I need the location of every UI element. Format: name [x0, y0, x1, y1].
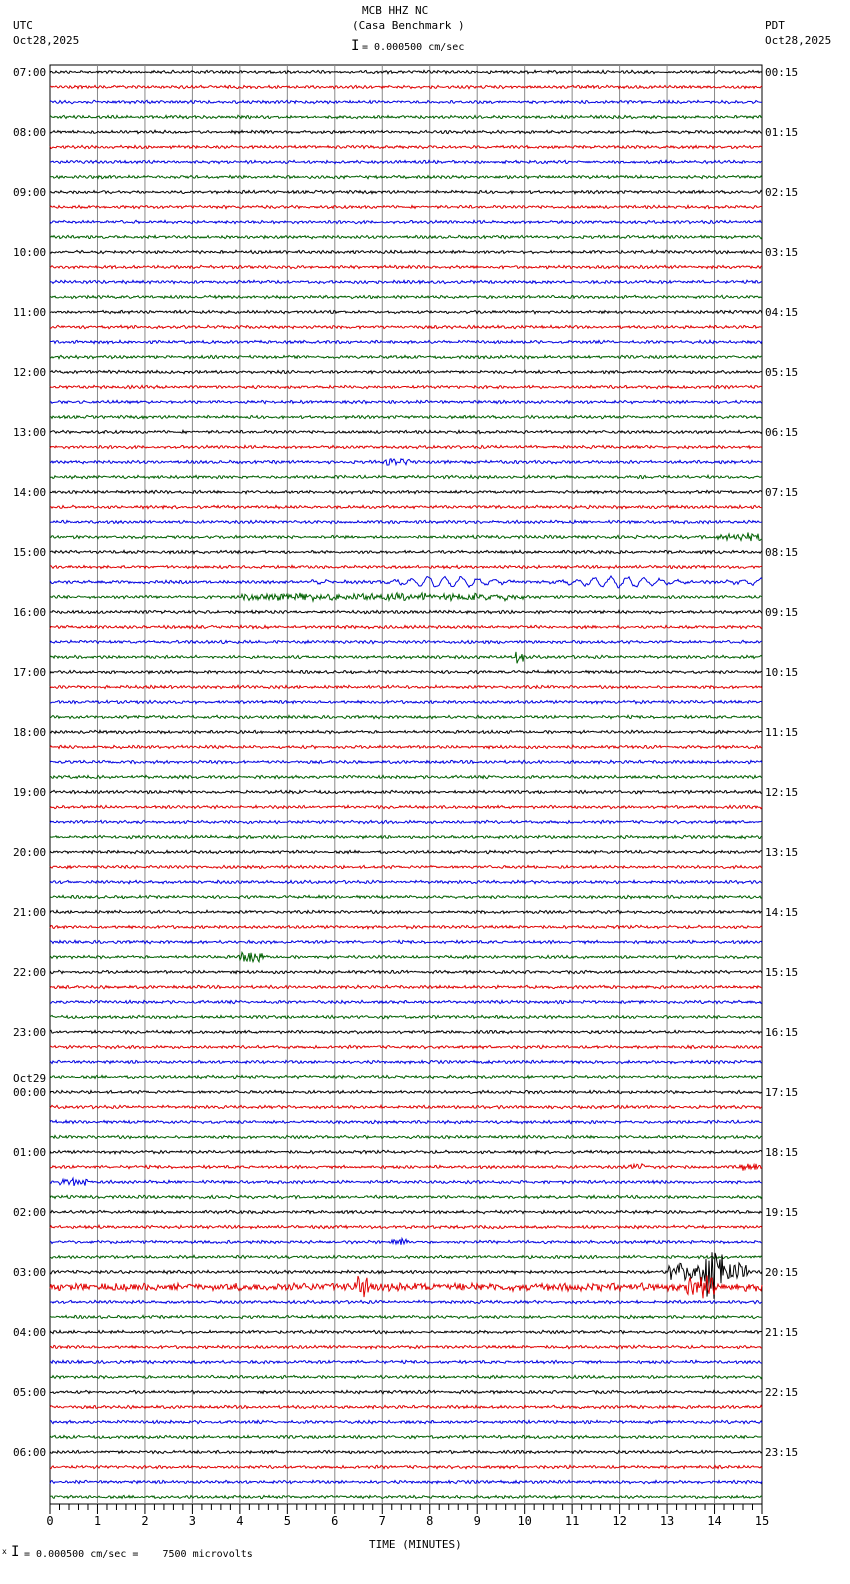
x-tick-label: 13	[659, 1514, 675, 1528]
trace-38	[50, 640, 762, 643]
right-date: Oct28,2025	[765, 34, 832, 47]
footer-scale-label: = 0.000500 cm/sec = 7500 microvolts	[24, 1549, 253, 1560]
trace-66	[50, 1060, 762, 1063]
right-hour-label: 13:15	[765, 846, 799, 859]
left-hour-label: 10:00	[13, 246, 47, 259]
trace-17	[50, 325, 762, 328]
x-tick-label: 8	[426, 1514, 434, 1528]
trace-46	[50, 760, 762, 763]
trace-10	[50, 220, 762, 223]
right-hour-label: 05:15	[765, 366, 799, 379]
trace-65	[50, 1045, 762, 1048]
right-hour-label: 21:15	[765, 1326, 799, 1339]
trace-50	[50, 820, 762, 823]
scale-bar-icon: I	[351, 38, 360, 54]
trace-93	[50, 1465, 762, 1468]
right-hour-label: 19:15	[765, 1206, 799, 1219]
trace-44	[50, 730, 762, 733]
trace-51	[50, 835, 762, 838]
trace-63	[50, 1015, 762, 1018]
trace-15	[50, 295, 762, 298]
trace-82	[50, 1300, 762, 1303]
trace-14	[50, 280, 762, 283]
right-hour-label: 09:15	[765, 606, 799, 619]
left-hour-label: 18:00	[13, 726, 47, 739]
right-hour-label: 02:15	[765, 186, 799, 199]
right-hour-label: 22:15	[765, 1386, 799, 1399]
trace-36	[50, 610, 762, 613]
scale-label: = 0.000500 cm/sec	[362, 42, 465, 53]
trace-24	[50, 430, 762, 433]
right-hour-label: 08:15	[765, 546, 799, 559]
trace-13	[50, 265, 762, 268]
trace-34	[50, 576, 762, 588]
trace-27	[50, 475, 762, 478]
trace-41	[50, 685, 762, 688]
trace-89	[50, 1405, 762, 1408]
trace-48	[50, 790, 762, 793]
trace-2	[50, 100, 762, 103]
trace-18	[50, 340, 762, 343]
trace-77	[50, 1225, 762, 1228]
left-hour-label: 07:00	[13, 66, 47, 79]
trace-29	[50, 505, 762, 508]
right-timezone: PDT	[765, 19, 785, 32]
left-hour-label: 23:00	[13, 1026, 47, 1039]
x-tick-label: 2	[141, 1514, 149, 1528]
x-tick-label: 0	[46, 1514, 54, 1528]
trace-25	[50, 445, 762, 448]
trace-78	[50, 1239, 762, 1245]
trace-68	[50, 1090, 762, 1093]
right-hour-label: 04:15	[765, 306, 799, 319]
trace-4	[50, 130, 762, 133]
left-hour-label: 08:00	[13, 126, 47, 139]
left-hour-label: 06:00	[13, 1446, 47, 1459]
x-axis-label: TIME (MINUTES)	[369, 1538, 462, 1551]
trace-95	[50, 1495, 762, 1498]
trace-73	[50, 1164, 762, 1171]
trace-54	[50, 880, 762, 883]
x-tick-label: 7	[378, 1514, 386, 1528]
left-hour-label: 09:00	[13, 186, 47, 199]
left-hour-label: 00:00	[13, 1086, 47, 1099]
left-hour-label: 13:00	[13, 426, 47, 439]
trace-37	[50, 625, 762, 628]
trace-94	[50, 1480, 762, 1483]
left-hour-label: 01:00	[13, 1146, 47, 1159]
left-hour-label: 22:00	[13, 966, 47, 979]
trace-80	[50, 1252, 762, 1299]
trace-61	[50, 985, 762, 988]
right-hour-label: 18:15	[765, 1146, 799, 1159]
x-tick-label: 3	[188, 1514, 197, 1528]
left-hour-label: 15:00	[13, 546, 47, 559]
right-hour-label: 07:15	[765, 486, 799, 499]
trace-40	[50, 670, 762, 673]
trace-3	[50, 115, 762, 118]
right-hour-label: 16:15	[765, 1026, 799, 1039]
right-hour-label: 23:15	[765, 1446, 799, 1459]
left-hour-label: 20:00	[13, 846, 47, 859]
x-tick-label: 10	[517, 1514, 532, 1528]
trace-16	[50, 310, 762, 313]
trace-91	[50, 1435, 762, 1438]
trace-33	[50, 565, 762, 568]
left-hour-label: 11:00	[13, 306, 47, 319]
right-hour-label: 17:15	[765, 1086, 799, 1099]
trace-28	[50, 490, 762, 493]
trace-39	[50, 652, 762, 663]
trace-59	[50, 952, 762, 961]
x-tick-label: 14	[707, 1514, 722, 1528]
station-subtitle: (Casa Benchmark )	[352, 19, 465, 32]
trace-42	[50, 700, 762, 703]
left-hour-label: 21:00	[13, 906, 47, 919]
trace-74	[50, 1178, 762, 1186]
right-hour-label: 06:15	[765, 426, 799, 439]
right-hour-label: 03:15	[765, 246, 799, 259]
station-title: MCB HHZ NC	[362, 4, 429, 17]
trace-11	[50, 235, 762, 238]
trace-64	[50, 1030, 762, 1033]
trace-57	[50, 925, 762, 928]
trace-43	[50, 715, 762, 718]
right-hour-label: 11:15	[765, 726, 799, 739]
trace-76	[50, 1210, 762, 1213]
x-tick-label: 11	[564, 1514, 580, 1528]
trace-0	[50, 70, 762, 73]
x-tick-label: 9	[473, 1514, 481, 1528]
trace-92	[50, 1450, 762, 1453]
trace-84	[50, 1330, 762, 1333]
left-hour-label: 02:00	[13, 1206, 47, 1219]
trace-35	[50, 593, 762, 601]
right-hour-label: 20:15	[765, 1266, 799, 1279]
x-tick-label: 15	[754, 1514, 770, 1528]
trace-55	[50, 895, 762, 898]
left-date: Oct28,2025	[13, 34, 80, 47]
left-hour-label: 04:00	[13, 1326, 47, 1339]
x-tick-label: 4	[236, 1514, 244, 1528]
trace-30	[50, 520, 762, 523]
trace-81	[50, 1275, 762, 1298]
trace-7	[50, 175, 762, 178]
left-hour-label: 16:00	[13, 606, 47, 619]
trace-72	[50, 1150, 762, 1153]
trace-52	[50, 850, 762, 853]
trace-60	[50, 970, 762, 973]
right-hour-label: 00:15	[765, 66, 799, 79]
left-timezone: UTC	[13, 19, 33, 32]
date-change-label: Oct29	[13, 1072, 47, 1085]
footer-scale-bar-icon: I	[11, 1544, 20, 1560]
trace-6	[50, 160, 762, 163]
trace-47	[50, 775, 762, 778]
trace-49	[50, 805, 762, 808]
left-hour-label: 19:00	[13, 786, 47, 799]
trace-56	[50, 910, 762, 913]
trace-8	[50, 190, 762, 193]
trace-21	[50, 385, 762, 388]
trace-53	[50, 865, 762, 868]
right-hour-label: 14:15	[765, 906, 799, 919]
trace-79	[50, 1255, 762, 1258]
trace-1	[50, 85, 762, 88]
trace-9	[50, 205, 762, 208]
trace-86	[50, 1360, 762, 1363]
trace-20	[50, 370, 762, 373]
trace-70	[50, 1120, 762, 1123]
trace-62	[50, 1000, 762, 1003]
trace-12	[50, 250, 762, 253]
trace-67	[50, 1075, 762, 1078]
trace-58	[50, 940, 762, 943]
right-hour-label: 15:15	[765, 966, 799, 979]
right-hour-label: 01:15	[765, 126, 799, 139]
x-tick-label: 5	[283, 1514, 291, 1528]
trace-69	[50, 1105, 762, 1108]
footer-mark: x	[2, 1547, 7, 1556]
left-hour-label: 12:00	[13, 366, 47, 379]
right-hour-label: 12:15	[765, 786, 799, 799]
trace-85	[50, 1345, 762, 1348]
right-hour-label: 10:15	[765, 666, 799, 679]
trace-83	[50, 1315, 762, 1318]
trace-45	[50, 745, 762, 748]
left-hour-label: 14:00	[13, 486, 47, 499]
trace-90	[50, 1420, 762, 1423]
trace-19	[50, 355, 762, 358]
trace-32	[50, 550, 762, 553]
left-hour-label: 17:00	[13, 666, 47, 679]
trace-87	[50, 1375, 762, 1378]
x-tick-label: 6	[331, 1514, 339, 1528]
x-tick-label: 1	[93, 1514, 102, 1528]
trace-71	[50, 1135, 762, 1138]
left-hour-label: 03:00	[13, 1266, 47, 1279]
trace-88	[50, 1390, 762, 1393]
trace-31	[50, 533, 762, 542]
trace-23	[50, 415, 762, 418]
trace-75	[50, 1195, 762, 1198]
trace-5	[50, 145, 762, 148]
trace-26	[50, 459, 762, 465]
trace-22	[50, 400, 762, 403]
x-tick-label: 12	[612, 1514, 627, 1528]
left-hour-label: 05:00	[13, 1386, 47, 1399]
